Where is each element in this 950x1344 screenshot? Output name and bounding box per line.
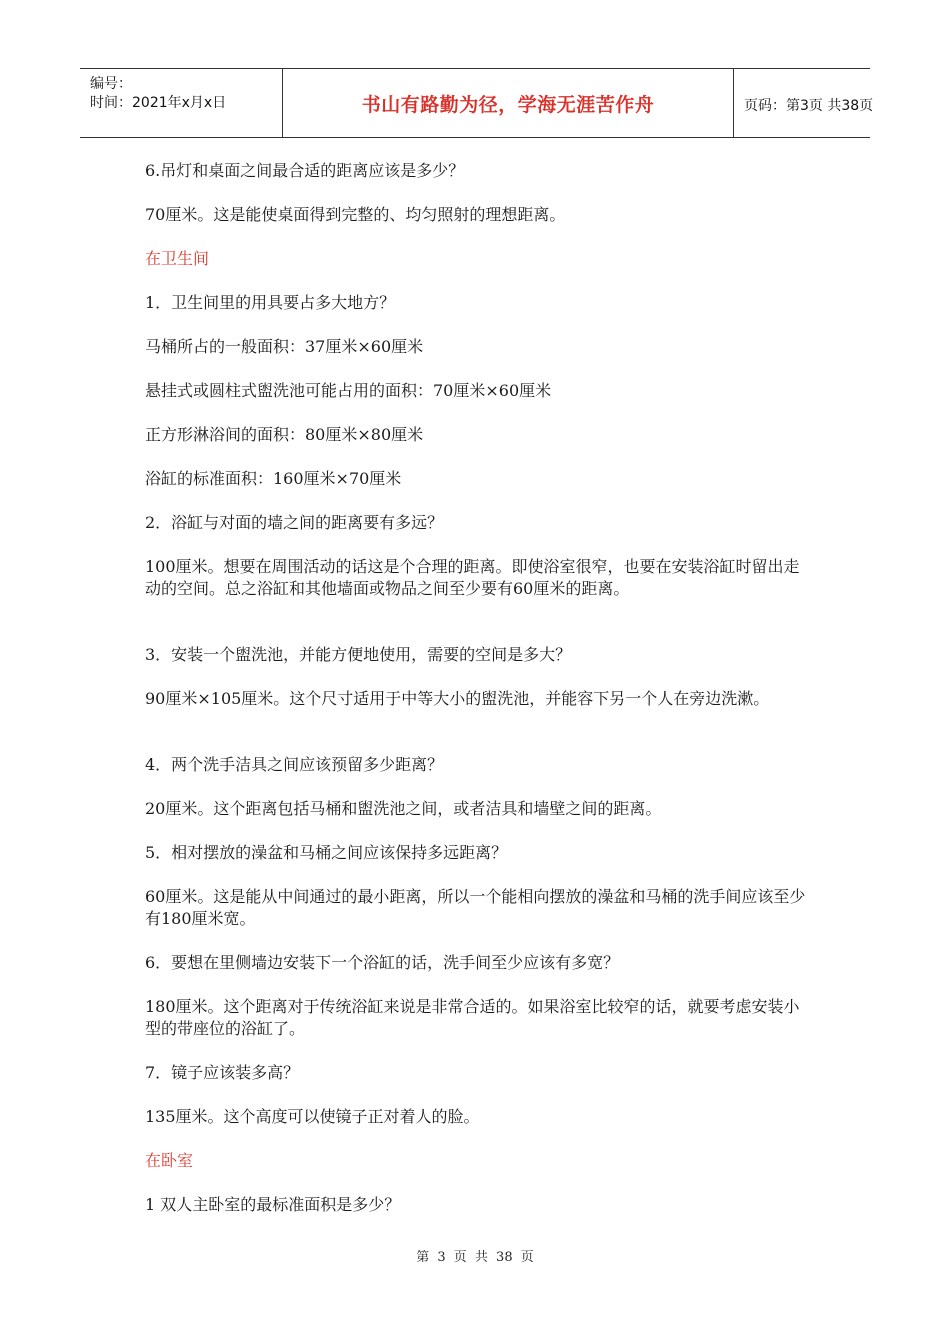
answer-bathroom-2: 100厘米。想要在周围活动的话这是个合理的距离。即使浴室很窄，也要在安装浴缸时留出走动的空间。总之浴缸和其他墙面或物品之间至少要有60厘米的距离。	[145, 557, 800, 598]
answer-bathroom-1-toilet: 马桶所占的一般面积：37厘米×60厘米	[145, 337, 424, 356]
answer-bathroom-1-bathtub: 浴缸的标准面积：160厘米×70厘米	[145, 469, 402, 488]
answer-bathroom-1-basin: 悬挂式或圆柱式盥洗池可能占用的面积：70厘米×60厘米	[145, 381, 552, 400]
answer-light-6: 70厘米。这是能使桌面得到完整的、均匀照射的理想距离。	[145, 205, 566, 224]
answer-bathroom-7: 135厘米。这个高度可以使镜子正对着人的脸。	[145, 1107, 480, 1126]
motto-text: 书山有路勤为径，学海无涯苦作舟	[361, 94, 655, 116]
question-bathroom-4: 4．两个洗手洁具之间应该预留多少距离？	[145, 755, 444, 774]
question-bathroom-2: 2．浴缸与对面的墙之间的距离要有多远？	[145, 513, 444, 532]
time-label: 时间：2021年x月x日	[90, 95, 227, 111]
header-meta-cell	[80, 69, 282, 137]
question-bathroom-1: 1．卫生间里的用具要占多大地方？	[145, 293, 396, 312]
header-motto-cell	[282, 69, 734, 137]
question-bathroom-3: 3．安装一个盥洗池，并能方便地使用，需要的空间是多大？	[145, 645, 572, 664]
page-header	[80, 68, 874, 138]
answer-bathroom-6: 180厘米。这个距离对于传统浴缸来说是非常合适的。如果浴室比较窄的话，就要考虑安装小型的带座位的浴缸了。	[145, 997, 800, 1038]
header-page-cell	[734, 69, 874, 137]
answer-bathroom-5: 60厘米。这是能从中间通过的最小距离，所以一个能相向摆放的澡盆和马桶的洗手间应该至少有180厘米宽。	[145, 887, 806, 928]
page-footer: 第 3 页 共 38 页	[416, 1250, 534, 1265]
answer-bathroom-3: 90厘米×105厘米。这个尺寸适用于中等大小的盥洗池，并能容下另一个人在旁边洗漱。	[145, 689, 770, 708]
answer-bathroom-1-shower: 正方形淋浴间的面积：80厘米×80厘米	[145, 425, 424, 444]
page-label: 页码：第3页 共38页	[744, 98, 874, 114]
answer-bathroom-4: 20厘米。这个距离包括马桶和盥洗池之间，或者洁具和墙壁之间的距离。	[145, 799, 662, 818]
question-bathroom-7: 7．镜子应该装多高？	[145, 1063, 300, 1082]
question-bedroom-1: 1 双人主卧室的最标准面积是多少？	[145, 1195, 401, 1214]
number-label: 编号：	[90, 76, 132, 92]
section-heading-bathroom: 在卫生间	[145, 249, 210, 268]
question-light-6: 6.吊灯和桌面之间最合适的距离应该是多少？	[145, 161, 465, 180]
question-bathroom-5: 5．相对摆放的澡盆和马桶之间应该保持多远距离？	[145, 843, 508, 862]
section-heading-bedroom: 在卧室	[145, 1151, 194, 1170]
question-bathroom-6: 6．要想在里侧墙边安装下一个浴缸的话，洗手间至少应该有多宽？	[145, 953, 620, 972]
